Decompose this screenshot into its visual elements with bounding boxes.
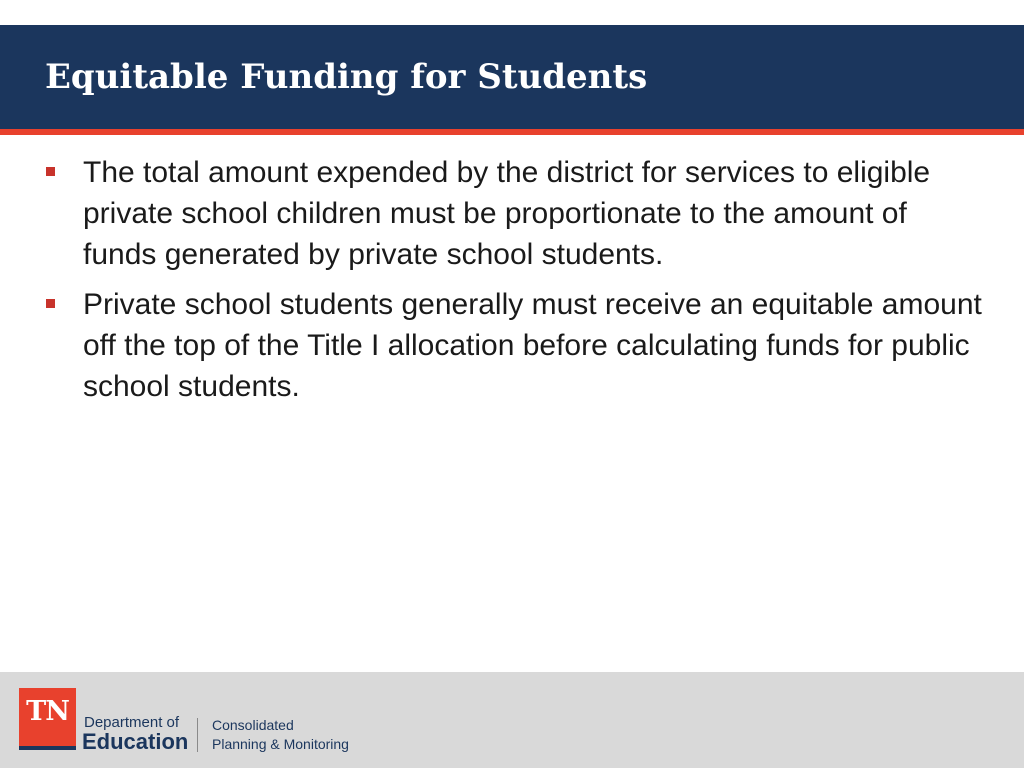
tn-logo-text: TN (26, 696, 69, 727)
bullet-item (0, 152, 983, 275)
square-bullet-icon (46, 299, 55, 308)
office-name-line-1: Consolidated (212, 717, 294, 733)
office-name-line-2: Planning & Monitoring (212, 736, 349, 752)
bullet-text: Private school students generally must receive an equitable amount off the top of the Title I allocation before calculating funds for public school students. (83, 288, 982, 403)
footer-bar (0, 672, 1024, 768)
slide-title: Equitable Funding for Students (45, 57, 648, 97)
bullet-list (0, 152, 1024, 416)
bullet-text: The total amount expended by the district for services to eligible private school children must be proportionate to the amount of funds generated by private school students. (83, 156, 931, 271)
footer-divider (197, 718, 198, 752)
square-bullet-icon (46, 167, 55, 176)
bullet-item (0, 284, 983, 407)
title-underline (0, 129, 1024, 135)
tn-logo (19, 688, 76, 750)
department-prefix: Department of (84, 714, 180, 731)
department-name: Education (82, 729, 189, 754)
